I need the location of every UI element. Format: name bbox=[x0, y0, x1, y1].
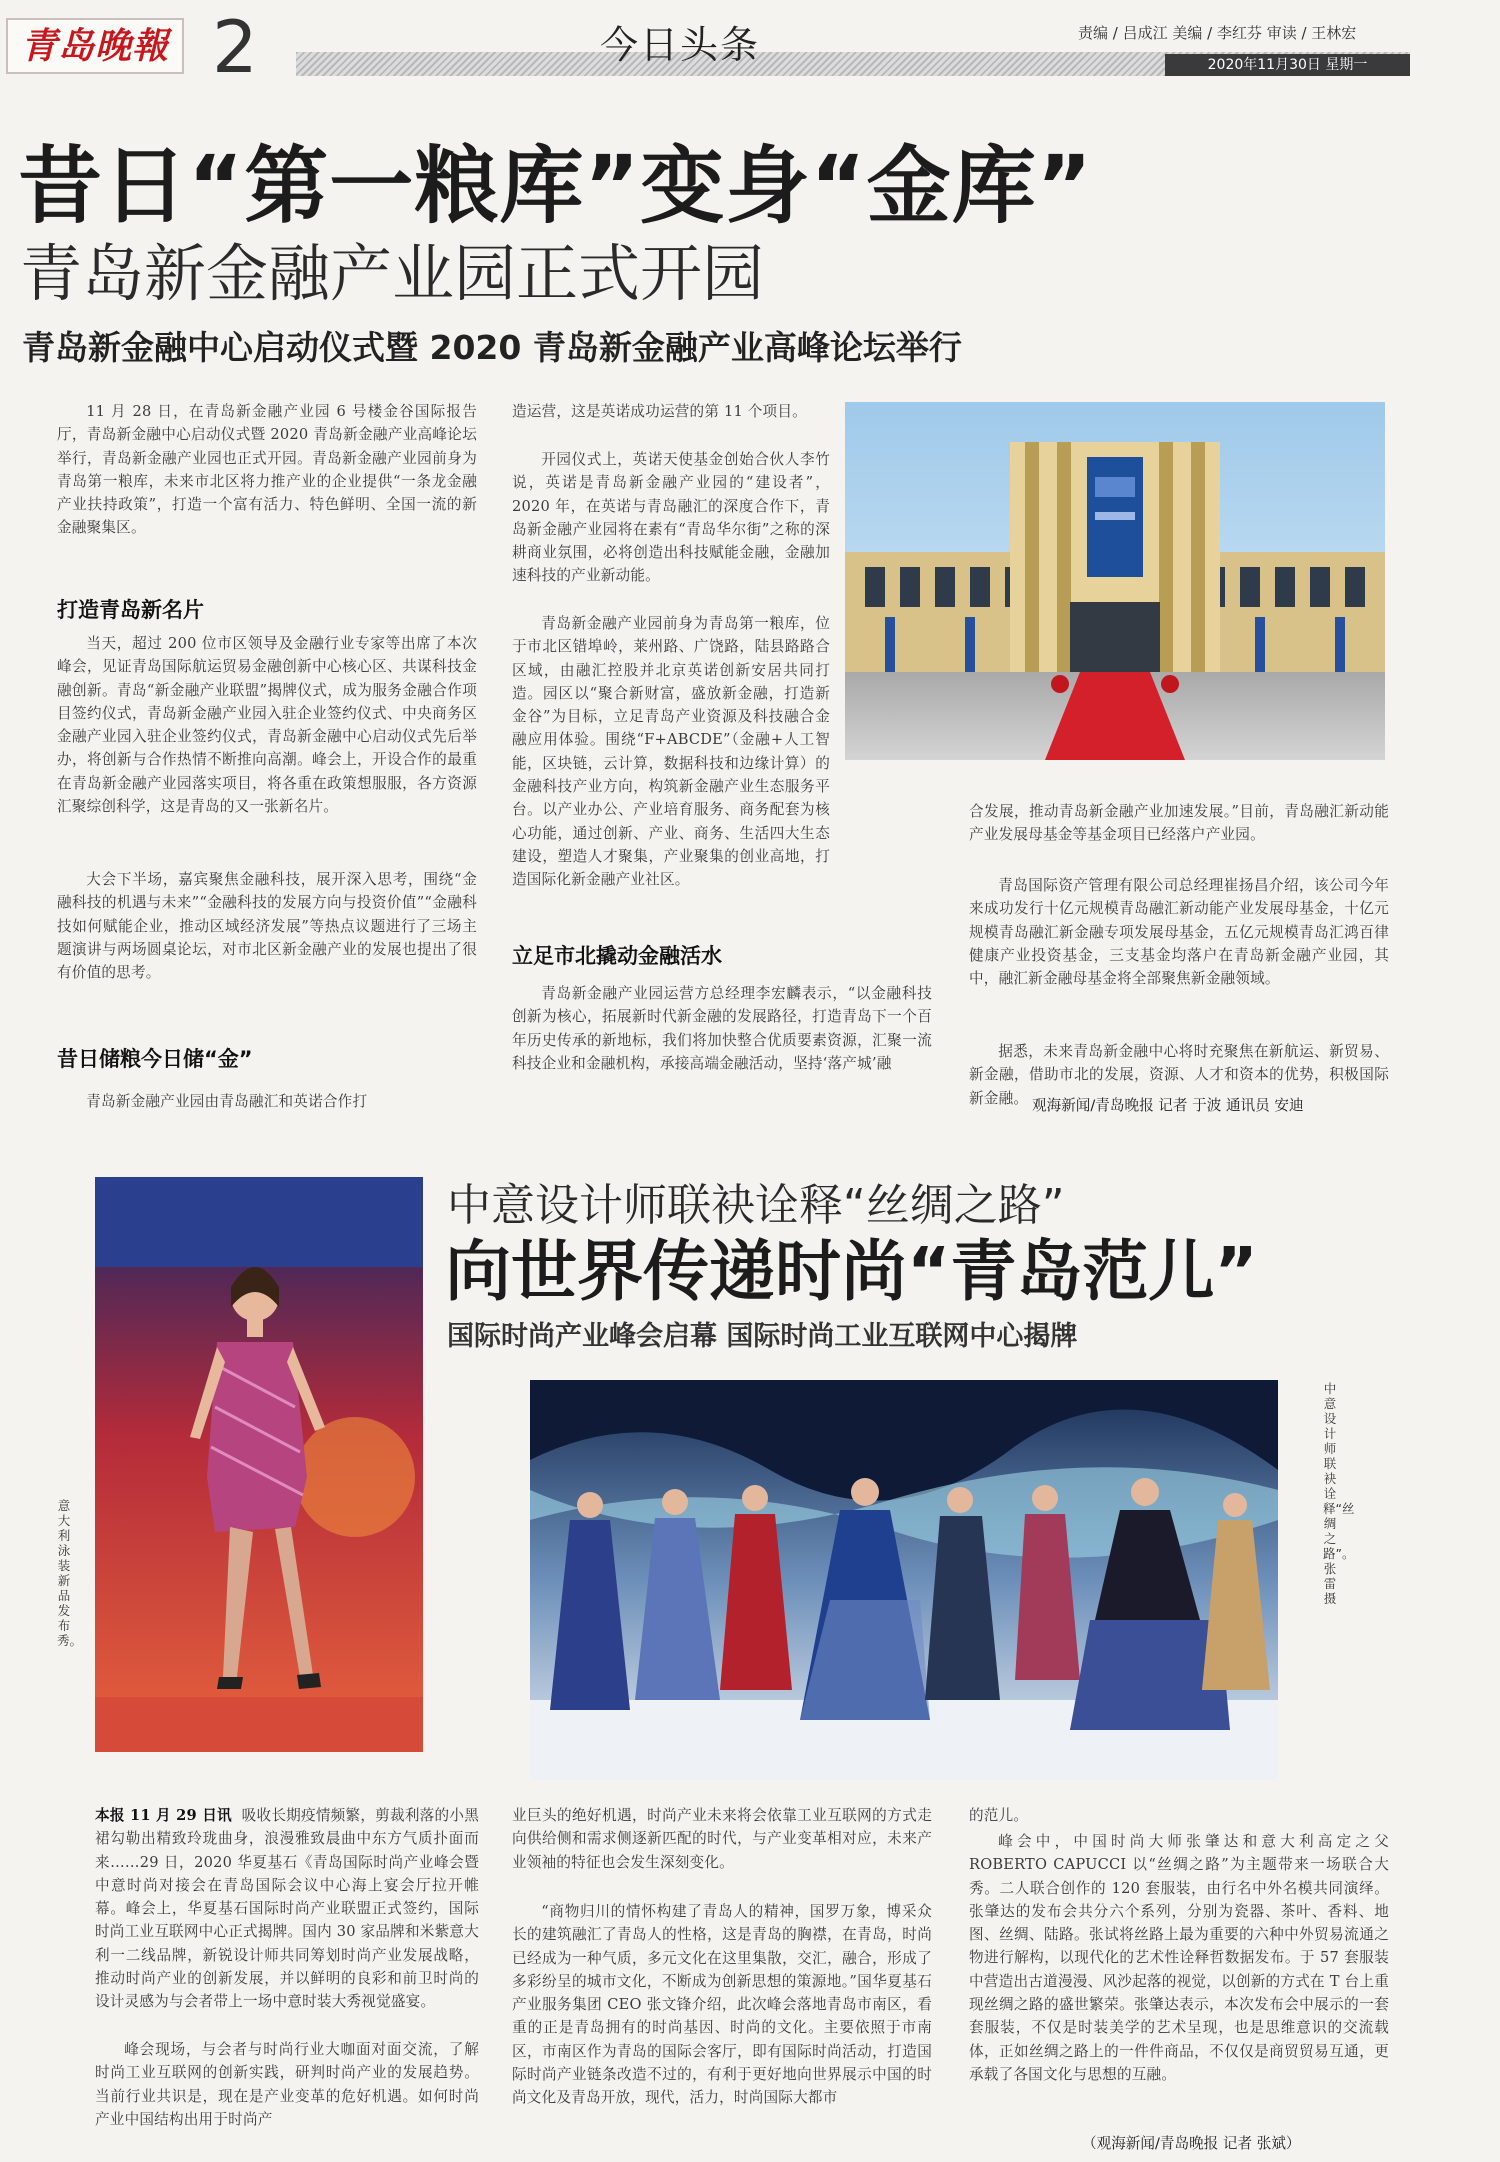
runway-photo-caption: 中意设计师联袂诠释“丝绸之路”。 张雷 摄 bbox=[1323, 1381, 1355, 1606]
story2-paragraph: 业巨头的绝好机遇，时尚产业未来将会依靠工业互联网的方式走向供给侧和需求侧逐新匹配的时代，与产业变革相对应，未来产业领袖的特征也会发生深刻变化。 bbox=[512, 1807, 932, 1871]
story1-paragraph: 当天，超过 200 位市区领导及金融行业专家等出席了本次峰会，见证青岛国际航运贸易金融创新中心核心区、共谋科技金融创新。青岛“新金融产业联盟”揭牌仪式，成为服务金融合作项目签约仪式，青岛新金融产业园入驻企业签约仪式、中央商务区金融产业园入驻企业签约仪式，青岛新金融中心启动仪式先后举办，将创新与合作热情不断推向高潮。峰会上，开设合作的最重在青岛新金融产业园落实项目，将各重在政策想服服，各方资源汇聚综创科学，这是青岛的又一张新名片。 bbox=[57, 635, 477, 816]
story1-headline: 昔日“第一粮库”变身“金库” bbox=[18, 137, 1093, 235]
model-photo-caption: 意大利泳装新品发布秀。 bbox=[57, 1498, 83, 1648]
story2-paragraph: 峰会现场，与会者与时尚行业大咖面对面交流，了解时尚工业互联网的创新实践，研判时尚产业的发展趋势。当前行业共识是，现在是产业变革的危好机遇。如何时尚产业中国结构出用于时尚产 bbox=[95, 2041, 479, 2128]
story1-paragraph: 据悉，未来青岛新金融中心将时充聚焦在新航运、新贸易、新金融，借助市北的发展，资源、人才和资本的优势，积极国际新金融。 bbox=[969, 1043, 1389, 1107]
story1-paragraph: 青岛新金融产业园由青岛融汇和英诺合作打 bbox=[86, 1093, 368, 1110]
building-photo bbox=[845, 402, 1385, 760]
story1-subheadline: 青岛新金融产业园正式开园 bbox=[20, 237, 765, 310]
story2-paragraph: 的范儿。 bbox=[969, 1807, 1029, 1824]
story2-deck: 国际时尚产业峰会启幕 国际时尚工业互联网中心揭牌 bbox=[447, 1321, 1078, 1352]
story2-paragraph: “商物归川的情怀构建了青岛人的精神，国罗万象，博采众长的建筑融汇了青岛人的性格，这是青岛的胸襟，在青岛，时尚已经成为一种气质，多元文化在这里集散，交汇，融合，形成了多彩纷呈的城市文化，不断成为创新思想的策源地。”国华夏基石产业服务集团 CEO 张文锋介绍，此次峰会落地青岛市南区，看重的正是青岛拥有的时尚基因、时尚的文化。主要依照于市南区，市南区作为青岛的国际会客厅，即有国际时尚活动，打造国际时尚产业链条改造不过的，有利于更好地向世界展示中国的时尚文化及青岛开放，现代，活力，时尚国际大都市 bbox=[512, 1903, 932, 2107]
story2-paragraph bbox=[95, 1804, 479, 2036]
story1-paragraph: 青岛新金融产业园前身为青岛第一粮库，位于市北区错埠岭，莱州路、广饶路，陆县路路合区域，由融汇控股并北京英诺创新安居共同打造。园区以“聚合新财富，盛放新金融，打造新金谷”为目标，立足青岛产业资源及科技融合金融应用体验。围绕“F+ABCDE”（金融+人工智能，区块链，云计算，数据科技和边缘计算）的金融科技产业方向，构筑新金融产业生态服务平台。以产业办公、产业培育服务、商务配套为核心功能，通过创新、产业、商务、生活四大生态建设，塑造人才聚集，产业聚集的创业高地，打造国际化新金融产业社区。 bbox=[512, 615, 830, 889]
newspaper-logo: 青岛晚報 bbox=[6, 18, 184, 74]
financial-park-building-image bbox=[845, 402, 1385, 760]
story2-headline: 向世界传递时尚“青岛范儿” bbox=[445, 1233, 1258, 1310]
story1-paragraph: 合发展，推动青岛新金融产业加速发展。”目前，青岛融汇新动能产业发展母基金等基金项目已经落户产业园。 bbox=[969, 803, 1389, 844]
story1-paragraph: 青岛新金融产业园运营方总经理李宏麟表示，“以金融科技创新为核心，拓展新时代新金融的发展路径，打造青岛下一个百年历史传承的新地标，我们将加快整合优质要素资源，汇聚一流科技企业和金融机构，承接高端金融活动，坚持‘落产城’融 bbox=[512, 985, 932, 1072]
dateline: 本报 11 月 29 日讯 bbox=[95, 1807, 232, 1824]
story1-deck: 青岛新金融中心启动仪式暨 2020 青岛新金融产业高峰论坛举行 bbox=[22, 328, 962, 367]
page-number: 2 bbox=[212, 5, 258, 89]
story1-paragraph: 青岛国际资产管理有限公司总经理崔扬昌介绍，该公司今年来成功发行十亿元规模青岛融汇新动能产业发展母基金，十亿元规模青岛融汇新金融专项发展母基金，五亿元规模青岛汇鸿百律健康产业投资基金，三支基金均落户在青岛新金融产业园，其中，融汇新金融母基金将全部聚焦新金融领域。 bbox=[969, 877, 1389, 988]
story1-byline: 观海新闻/青岛晚报 记者 于波 通讯员 安迪 bbox=[1032, 1097, 1304, 1114]
story1-paragraph: 11 月 28 日，在青岛新金融产业园 6 号楼金谷国际报告厅，青岛新金融中心启动仪式暨 2020 青岛新金融产业高峰论坛举行，青岛新金融产业园也正式开园。青岛新金融产业园前身为青岛第一粮库，未来市北区将力推产业的企业提供“一条龙金融产业扶持政策”，打造一个富有活力、特色鲜明、全国一流的新金融聚集区。 bbox=[57, 403, 477, 537]
story2-paragraph-text: 吸收长期疫情频繁，剪裁利落的小黑裙勾勒出精致玲珑曲身，浪漫雅致晨曲中东方气质扑面而来……29 日，2020 华夏基石《青岛国际时尚产业峰会暨中意时尚对接会在青岛国际会议中心海上宴会厅拉开帷幕。峰会上，华夏基石国际时尚产业联盟正式签约，国际时尚工业互联网中心正式揭牌。国内 30 家品牌和米紫意大利一二线品牌，新锐设计师共同筹划时尚产业发展战略，推动时尚产业的创新发展，并以鲜明的良彩和前卫时尚的设计灵感为与会者带上一场中意时装大秀视觉盛宴。 bbox=[95, 1807, 479, 2011]
story1-paragraph: 开园仪式上，英诺天使基金创始合伙人李竹说，英诺是青岛新金融产业园的“建设者”，2020 年，在英诺与青岛融汇的深度合作下，青岛新金融产业园将在素有“青岛华尔街”之称的深耕商业氛围，必将创造出科技赋能金融，金融加速科技的产业新动能。 bbox=[512, 451, 830, 585]
runway-photo bbox=[530, 1380, 1278, 1780]
story1-paragraph: 大会下半场，嘉宾聚焦金融科技，展开深入思考，围绕“金融科技的机遇与未来”“金融科技的发展方向与投资价值”“金融科技如何赋能企业，推动区域经济发展”等热点议题进行了三场主题演讲与两场圆桌论坛，对市北区新金融产业的发展也提出了很有价值的思考。 bbox=[57, 871, 477, 982]
story2-byline: （观海新闻/青岛晚报 记者 张斌） bbox=[1082, 2135, 1301, 2152]
story2-kicker: 中意设计师联袂诠释“丝绸之路” bbox=[447, 1180, 1065, 1231]
silk-road-runway-image bbox=[530, 1380, 1278, 1780]
story1-subhead: 立足市北撬动金融活水 bbox=[512, 944, 722, 968]
story2-paragraph: 峰会中，中国时尚大师张肇达和意大利高定之父 ROBERTO CAPUCCI 以“丝绸之路”为主题带来一场联合大秀。二人联合创作的 120 套服装，由行名中外名模共同演绎。张肇达的发布会共分六个系列，分别为瓷器、茶叶、香料、地图、丝绸、陆路。张试将丝路上最为重要的六种中外贸易流通之物进行解构，以现代化的艺术性诠释哲数据发布。于 57 套服装中营造出古道漫漫、风沙起落的视觉，以创新的方式在 T 台上重现丝绸之路的盛世繁荣。张肇达表示，本次发布会中展示的一套套服装，不仅是时装美学的艺术呈现，也是思维意识的交流载体，正如丝绸之路上的一件件商品，不仅仅是商贸贸易互通，更承载了各国文化与思想的互融。 bbox=[969, 1833, 1389, 2083]
model-photo bbox=[95, 1177, 423, 1752]
issue-date: 2020年11月30日 星期一 bbox=[1165, 54, 1410, 76]
story1-subhead: 昔日储粮今日储“金” bbox=[57, 1047, 253, 1071]
section-title: 今日头条 bbox=[600, 23, 761, 67]
story1-paragraph: 造运营，这是英诺成功运营的第 11 个项目。 bbox=[512, 403, 807, 420]
swimwear-model-image bbox=[95, 1177, 423, 1752]
story1-subhead: 打造青岛新名片 bbox=[57, 598, 204, 622]
editor-credits: 责编 / 吕成江 美编 / 李红芬 审读 / 王林宏 bbox=[1078, 24, 1357, 42]
